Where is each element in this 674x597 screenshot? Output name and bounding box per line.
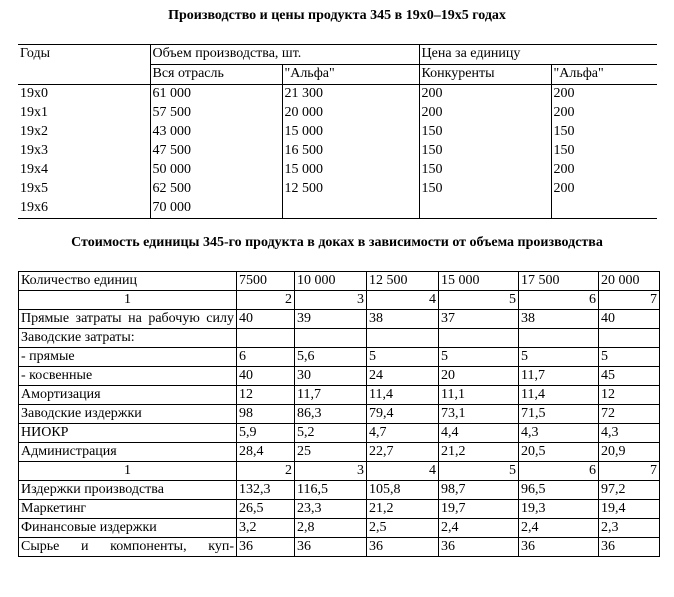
value-cell: 43 000 [150, 123, 282, 142]
value-cell: 20,9 [599, 443, 660, 462]
column-number-row [19, 291, 660, 310]
value-cell: 36 [519, 538, 599, 557]
value-cell: 5 [519, 348, 599, 367]
row-label: Финансовые издержки [19, 519, 237, 538]
value-cell: 7500 [237, 272, 295, 291]
row-label: Администрация [19, 443, 237, 462]
table-row [19, 500, 660, 519]
table-row [19, 405, 660, 424]
value-cell: 15 000 [282, 161, 419, 180]
value-cell: 21 300 [282, 85, 419, 105]
value-cell: 105,8 [367, 481, 439, 500]
value-cell: 11,4 [367, 386, 439, 405]
value-cell: 5 [367, 348, 439, 367]
value-cell: 17 500 [519, 272, 599, 291]
value-cell: 38 [519, 310, 599, 329]
value-cell: 150 [419, 123, 551, 142]
value-cell: 21,2 [367, 500, 439, 519]
value-cell: 20,5 [519, 443, 599, 462]
table-row [19, 519, 660, 538]
value-cell: 5 [439, 348, 519, 367]
subheader-industry: Вся отрасль [150, 65, 282, 85]
value-cell: 200 [419, 85, 551, 105]
row-label: Издержки производства [19, 481, 237, 500]
value-cell: 6 [237, 348, 295, 367]
value-cell: 150 [419, 161, 551, 180]
value-cell: 37 [439, 310, 519, 329]
value-cell: 5,6 [295, 348, 367, 367]
year-cell: 19х2 [20, 124, 48, 139]
value-cell [439, 329, 519, 348]
value-cell: 98 [237, 405, 295, 424]
table1-title: Производство и цены продукта 345 в 19х0–19х5 годах [168, 8, 506, 23]
value-cell: 23,3 [295, 500, 367, 519]
value-cell [551, 199, 657, 219]
value-cell: 50 000 [150, 161, 282, 180]
value-cell: 19,7 [439, 500, 519, 519]
table-row [19, 348, 660, 367]
row-label: - косвенные [19, 367, 237, 386]
value-cell: 2,4 [439, 519, 519, 538]
value-cell: 2 [237, 462, 295, 481]
header-volume: Объем производства, шт. [150, 45, 419, 65]
header-price: Цена за единицу [419, 45, 657, 65]
value-cell: 36 [367, 538, 439, 557]
value-cell: 3 [295, 291, 367, 310]
value-cell: 11,1 [439, 386, 519, 405]
column-number-row [19, 462, 660, 481]
value-cell: 36 [439, 538, 519, 557]
table-row [19, 538, 660, 557]
table-row [19, 481, 660, 500]
row-label: Заводские издержки [19, 405, 237, 424]
row-label: Маркетинг [19, 500, 237, 519]
value-cell: 62 500 [150, 180, 282, 199]
year-cell: 19х6 [18, 199, 150, 219]
value-cell: 20 000 [282, 104, 419, 123]
value-cell: 10 000 [295, 272, 367, 291]
table-row [19, 443, 660, 462]
table-row [19, 424, 660, 443]
value-cell: 57 500 [150, 104, 282, 123]
value-cell: 24 [367, 367, 439, 386]
value-cell: 200 [551, 180, 657, 199]
value-cell: 4,7 [367, 424, 439, 443]
value-cell: 132,3 [237, 481, 295, 500]
value-cell [282, 199, 419, 219]
row-label: 1 [19, 291, 237, 310]
value-cell: 38 [367, 310, 439, 329]
value-cell [419, 199, 551, 219]
row-label: Количество единиц [19, 272, 237, 291]
value-cell: 61 000 [150, 85, 282, 105]
row-label: Заводские затраты: [19, 329, 237, 348]
year-cell: 19х1 [20, 105, 48, 120]
value-cell: 15 000 [282, 123, 419, 142]
value-cell: 4 [367, 462, 439, 481]
value-cell: 4 [367, 291, 439, 310]
value-cell: 15 000 [439, 272, 519, 291]
value-cell: 4,4 [439, 424, 519, 443]
value-cell: 96,5 [519, 481, 599, 500]
row-label: Сырье и компоненты, куп- [19, 538, 237, 557]
year-cell: 19х5 [20, 181, 48, 196]
value-cell: 5,9 [237, 424, 295, 443]
table-row [19, 367, 660, 386]
value-cell: 70 000 [150, 199, 282, 219]
value-cell: 11,4 [519, 386, 599, 405]
year-cell: 19х3 [20, 143, 48, 158]
value-cell: 4,3 [519, 424, 599, 443]
value-cell [519, 329, 599, 348]
table-row [19, 329, 660, 348]
value-cell: 36 [295, 538, 367, 557]
value-cell: 73,1 [439, 405, 519, 424]
value-cell: 150 [419, 142, 551, 161]
value-cell: 5,2 [295, 424, 367, 443]
table-row [19, 310, 660, 329]
value-cell: 116,5 [295, 481, 367, 500]
value-cell: 7 [599, 462, 660, 481]
value-cell: 40 [599, 310, 660, 329]
row-label: Амортизация [19, 386, 237, 405]
value-cell: 150 [551, 123, 657, 142]
value-cell: 200 [551, 161, 657, 180]
value-cell: 40 [237, 367, 295, 386]
value-cell: 36 [237, 538, 295, 557]
value-cell: 12 [599, 386, 660, 405]
value-cell: 21,2 [439, 443, 519, 462]
value-cell: 5 [439, 462, 519, 481]
value-cell: 71,5 [519, 405, 599, 424]
value-cell: 4,3 [599, 424, 660, 443]
value-cell: 200 [551, 85, 657, 105]
value-cell: 6 [519, 462, 599, 481]
row-label: НИОКР [19, 424, 237, 443]
table-row [18, 85, 657, 105]
value-cell: 2,4 [519, 519, 599, 538]
value-cell: 20 [439, 367, 519, 386]
row-label: - прямые [19, 348, 237, 367]
value-cell: 6 [519, 291, 599, 310]
value-cell: 30 [295, 367, 367, 386]
value-cell: 12 [237, 386, 295, 405]
value-cell: 5 [439, 291, 519, 310]
value-cell: 3 [295, 462, 367, 481]
table1-body [18, 85, 657, 219]
value-cell [367, 329, 439, 348]
value-cell: 79,4 [367, 405, 439, 424]
row-label: 1 [19, 462, 237, 481]
value-cell: 47 500 [150, 142, 282, 161]
year-cell: 19х0 [20, 86, 48, 101]
value-cell: 97,2 [599, 481, 660, 500]
value-cell: 2,3 [599, 519, 660, 538]
row-label: Прямые затраты на рабочую силу [19, 310, 237, 329]
value-cell: 86,3 [295, 405, 367, 424]
table-row [18, 161, 657, 180]
value-cell: 25 [295, 443, 367, 462]
value-cell: 36 [599, 538, 660, 557]
value-cell: 45 [599, 367, 660, 386]
value-cell: 3,2 [237, 519, 295, 538]
table-row [18, 199, 657, 219]
value-cell: 40 [237, 310, 295, 329]
value-cell: 5 [599, 348, 660, 367]
value-cell: 200 [551, 104, 657, 123]
value-cell: 98,7 [439, 481, 519, 500]
table-row [18, 104, 657, 123]
table2-title: Стоимость единицы 345-го продукта в доках в зависимости от объема производства [71, 235, 603, 250]
value-cell: 39 [295, 310, 367, 329]
value-cell: 19,3 [519, 500, 599, 519]
header-empty [18, 65, 150, 85]
year-cell: 19х4 [20, 162, 48, 177]
value-cell: 2,8 [295, 519, 367, 538]
value-cell: 150 [551, 142, 657, 161]
value-cell: 150 [419, 180, 551, 199]
value-cell: 2,5 [367, 519, 439, 538]
value-cell: 200 [419, 104, 551, 123]
unit-cost-table [18, 271, 660, 557]
value-cell [237, 329, 295, 348]
table-row [19, 386, 660, 405]
value-cell: 72 [599, 405, 660, 424]
value-cell: 19,4 [599, 500, 660, 519]
production-price-table [18, 44, 657, 219]
value-cell: 11,7 [295, 386, 367, 405]
value-cell: 20 000 [599, 272, 660, 291]
table2-body [19, 272, 660, 557]
header-years: Годы [18, 45, 150, 65]
subheader-alfa-price: "Альфа" [551, 65, 657, 85]
value-cell: 16 500 [282, 142, 419, 161]
value-cell: 2 [237, 291, 295, 310]
value-cell: 12 500 [282, 180, 419, 199]
value-cell [599, 329, 660, 348]
header-row [19, 272, 660, 291]
table-row [18, 180, 657, 199]
value-cell: 26,5 [237, 500, 295, 519]
value-cell: 28,4 [237, 443, 295, 462]
table-row [18, 142, 657, 161]
table-row [18, 123, 657, 142]
subheader-competitors: Конкуренты [419, 65, 551, 85]
value-cell: 12 500 [367, 272, 439, 291]
value-cell: 7 [599, 291, 660, 310]
value-cell: 22,7 [367, 443, 439, 462]
value-cell: 11,7 [519, 367, 599, 386]
subheader-alfa-volume: "Альфа" [282, 65, 419, 85]
value-cell [295, 329, 367, 348]
